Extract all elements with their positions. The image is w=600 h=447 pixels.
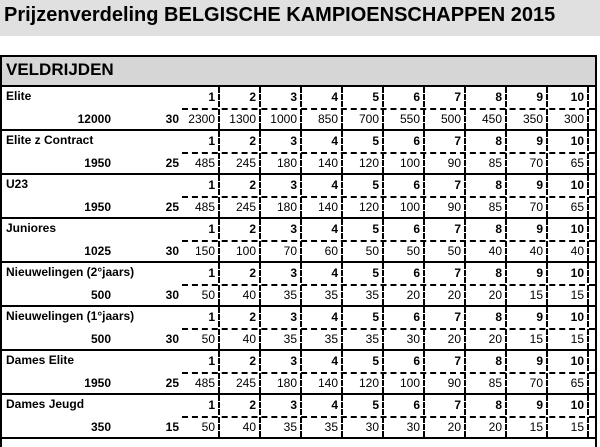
prize-cell: 700 xyxy=(346,109,384,129)
prize-cell: 70 xyxy=(510,373,548,393)
prize-cell: 70 xyxy=(510,153,548,173)
rank-cell: 9 xyxy=(510,175,548,195)
prize-cell: 180 xyxy=(264,373,302,393)
rank-cell: 6 xyxy=(387,87,425,107)
prize-cell: 15 xyxy=(510,285,548,305)
prize-cell: 180 xyxy=(264,197,302,217)
category-count: 25 xyxy=(165,156,179,170)
prize-cell: 90 xyxy=(428,373,466,393)
prize-cell: 35 xyxy=(305,417,343,437)
rank-cell: 8 xyxy=(469,87,507,107)
category-block xyxy=(2,87,595,131)
prize-cell: 140 xyxy=(305,373,343,393)
prize-cell: 35 xyxy=(346,329,384,349)
rank-cell: 4 xyxy=(305,131,343,151)
rank-cell: 8 xyxy=(469,131,507,151)
category-block xyxy=(2,131,595,175)
prize-cell: 20 xyxy=(469,417,507,437)
prize-cell: 85 xyxy=(469,153,507,173)
prize-cell: 2300 xyxy=(182,109,220,129)
page-title: Prijzenverdeling BELGISCHE KAMPIOENSCHAPPEN 2015 xyxy=(4,4,556,26)
prize-cell: 20 xyxy=(428,329,466,349)
rank-cell: 1 xyxy=(182,131,220,151)
rank-cell: 7 xyxy=(428,263,466,283)
prize-cell: 90 xyxy=(428,197,466,217)
category-name: Dames Jeugd xyxy=(6,397,85,411)
category-count: 30 xyxy=(165,112,179,126)
rank-cell: 2 xyxy=(223,263,261,283)
prize-cell: 15 xyxy=(551,285,589,305)
prize-cell: 50 xyxy=(428,241,466,261)
category-name: Elite z Contract xyxy=(6,133,94,147)
rank-cell: 4 xyxy=(305,307,343,327)
rank-cell: 6 xyxy=(387,131,425,151)
prize-cell: 35 xyxy=(346,285,384,305)
rank-cell: 4 xyxy=(305,175,343,195)
rank-cell: 9 xyxy=(510,87,548,107)
prize-cell: 35 xyxy=(264,417,302,437)
category-block xyxy=(2,263,595,307)
rank-cell: 4 xyxy=(305,219,343,239)
category-total: 1025 xyxy=(84,244,111,258)
rank-cell: 10 xyxy=(551,395,589,415)
prize-cell: 65 xyxy=(551,373,589,393)
section-title: VELDRIJDEN xyxy=(6,60,114,79)
rank-cell: 9 xyxy=(510,307,548,327)
prize-cell: 245 xyxy=(223,373,261,393)
prize-cell: 120 xyxy=(346,373,384,393)
category-name: Juniores xyxy=(6,221,57,235)
rank-cell: 9 xyxy=(510,351,548,371)
prize-cell: 40 xyxy=(551,241,589,261)
rank-cell: 10 xyxy=(551,219,589,239)
rank-cell: 2 xyxy=(223,395,261,415)
rank-cell: 3 xyxy=(264,131,302,151)
prize-cell: 50 xyxy=(182,285,220,305)
rank-cell: 7 xyxy=(428,307,466,327)
rank-cell: 1 xyxy=(182,219,220,239)
prize-cell: 50 xyxy=(182,329,220,349)
prize-cell: 20 xyxy=(387,285,425,305)
rank-cell: 2 xyxy=(223,131,261,151)
rank-cell: 2 xyxy=(223,87,261,107)
category-block xyxy=(2,175,595,219)
rank-cell: 10 xyxy=(551,175,589,195)
prize-cell: 50 xyxy=(387,241,425,261)
rank-cell: 5 xyxy=(346,395,384,415)
prize-cell: 245 xyxy=(223,153,261,173)
rank-cell: 3 xyxy=(264,395,302,415)
prize-cell: 485 xyxy=(182,197,220,217)
rank-cell: 3 xyxy=(264,263,302,283)
rank-cell: 6 xyxy=(387,307,425,327)
category-name: Nieuwelingen (2°jaars) xyxy=(6,265,135,279)
rank-cell: 2 xyxy=(223,219,261,239)
prize-cell: 15 xyxy=(510,417,548,437)
rank-cell: 5 xyxy=(346,351,384,371)
rank-cell: 1 xyxy=(182,263,220,283)
rank-cell: 10 xyxy=(551,307,589,327)
prize-cell: 100 xyxy=(223,241,261,261)
prize-cell: 1300 xyxy=(223,109,261,129)
prize-cell: 180 xyxy=(264,153,302,173)
rank-cell: 4 xyxy=(305,395,343,415)
category-block xyxy=(2,351,595,395)
rank-cell: 8 xyxy=(469,351,507,371)
prize-cell: 850 xyxy=(305,109,343,129)
category-name: Dames Elite xyxy=(6,353,75,367)
prize-cell: 20 xyxy=(469,285,507,305)
rank-cell: 9 xyxy=(510,395,548,415)
rank-cell: 1 xyxy=(182,87,220,107)
rank-cell: 5 xyxy=(346,219,384,239)
rank-cell: 1 xyxy=(182,307,220,327)
prize-cell: 35 xyxy=(264,285,302,305)
prize-cell: 20 xyxy=(428,285,466,305)
prize-cell: 20 xyxy=(469,329,507,349)
prize-cell: 35 xyxy=(264,329,302,349)
prize-cell: 20 xyxy=(428,417,466,437)
prize-table xyxy=(0,55,597,447)
prize-cell: 140 xyxy=(305,153,343,173)
rank-cell: 7 xyxy=(428,395,466,415)
rank-cell: 7 xyxy=(428,219,466,239)
rank-cell: 6 xyxy=(387,351,425,371)
category-count: 30 xyxy=(165,244,179,258)
prize-cell: 150 xyxy=(182,241,220,261)
category-count: 15 xyxy=(165,420,179,434)
rank-cell: 10 xyxy=(551,263,589,283)
prize-cell: 120 xyxy=(346,153,384,173)
prize-cell: 550 xyxy=(387,109,425,129)
prize-cell: 85 xyxy=(469,197,507,217)
prize-cell: 450 xyxy=(469,109,507,129)
prize-cell: 35 xyxy=(305,285,343,305)
prize-cell: 70 xyxy=(264,241,302,261)
rank-cell: 7 xyxy=(428,175,466,195)
prize-cell: 500 xyxy=(428,109,466,129)
category-name: U23 xyxy=(6,177,29,191)
rank-cell: 4 xyxy=(305,263,343,283)
category-total: 500 xyxy=(90,288,111,302)
rank-cell: 6 xyxy=(387,395,425,415)
category-total: 1950 xyxy=(84,376,111,390)
rank-cell: 5 xyxy=(346,307,384,327)
prize-cell: 90 xyxy=(428,153,466,173)
category-total: 1950 xyxy=(84,200,111,214)
rank-cell: 3 xyxy=(264,219,302,239)
prize-cell: 300 xyxy=(551,109,589,129)
rank-cell: 9 xyxy=(510,219,548,239)
rank-cell: 10 xyxy=(551,351,589,371)
prize-cell: 350 xyxy=(510,109,548,129)
prize-cell: 140 xyxy=(305,197,343,217)
prize-cell: 60 xyxy=(305,241,343,261)
category-total: 12000 xyxy=(77,112,111,126)
rank-cell: 3 xyxy=(264,307,302,327)
rank-cell: 6 xyxy=(387,263,425,283)
rank-cell: 1 xyxy=(182,395,220,415)
title-bar xyxy=(0,0,600,36)
category-count: 25 xyxy=(165,376,179,390)
prize-cell: 1000 xyxy=(264,109,302,129)
prize-cell: 100 xyxy=(387,373,425,393)
rank-cell: 2 xyxy=(223,175,261,195)
prize-cell: 40 xyxy=(223,329,261,349)
category-count: 30 xyxy=(165,288,179,302)
rank-cell: 7 xyxy=(428,87,466,107)
prize-cell: 15 xyxy=(551,417,589,437)
rank-cell: 8 xyxy=(469,395,507,415)
prize-cell: 30 xyxy=(346,417,384,437)
prize-cell: 15 xyxy=(551,329,589,349)
prize-cell: 120 xyxy=(346,197,384,217)
rank-cell: 7 xyxy=(428,131,466,151)
rank-cell: 8 xyxy=(469,219,507,239)
rank-cell: 1 xyxy=(182,351,220,371)
rank-cell: 9 xyxy=(510,263,548,283)
prize-cell: 65 xyxy=(551,197,589,217)
prize-cell: 70 xyxy=(510,197,548,217)
category-name: Elite xyxy=(6,89,32,103)
prize-cell: 50 xyxy=(346,241,384,261)
rank-cell: 8 xyxy=(469,307,507,327)
rank-cell: 4 xyxy=(305,87,343,107)
rank-cell: 2 xyxy=(223,351,261,371)
rank-cell: 5 xyxy=(346,131,384,151)
prize-cell: 65 xyxy=(551,153,589,173)
prize-cell: 30 xyxy=(387,329,425,349)
prize-cell: 50 xyxy=(182,417,220,437)
prize-cell: 40 xyxy=(223,285,261,305)
category-block xyxy=(2,395,595,439)
section-header xyxy=(2,57,595,87)
rank-cell: 5 xyxy=(346,175,384,195)
rank-cell: 5 xyxy=(346,87,384,107)
rank-cell: 2 xyxy=(223,307,261,327)
prize-cell: 30 xyxy=(387,417,425,437)
prize-cell: 35 xyxy=(305,329,343,349)
rank-cell: 10 xyxy=(551,87,589,107)
rank-cell: 10 xyxy=(551,131,589,151)
prize-cell: 100 xyxy=(387,153,425,173)
rank-cell: 7 xyxy=(428,351,466,371)
rank-cell: 5 xyxy=(346,263,384,283)
rank-cell: 4 xyxy=(305,351,343,371)
prize-cell: 15 xyxy=(510,329,548,349)
rank-cell: 6 xyxy=(387,219,425,239)
category-block xyxy=(2,219,595,263)
rank-cell: 6 xyxy=(387,175,425,195)
rank-cell: 3 xyxy=(264,175,302,195)
category-name: Nieuwelingen (1°jaars) xyxy=(6,309,135,323)
prize-cell: 100 xyxy=(387,197,425,217)
rank-cell: 8 xyxy=(469,175,507,195)
prize-cell: 245 xyxy=(223,197,261,217)
category-total: 1950 xyxy=(84,156,111,170)
prize-cell: 485 xyxy=(182,153,220,173)
prize-cell: 40 xyxy=(469,241,507,261)
category-total: 350 xyxy=(90,420,111,434)
rank-cell: 9 xyxy=(510,131,548,151)
prize-cell: 485 xyxy=(182,373,220,393)
rank-cell: 8 xyxy=(469,263,507,283)
rank-cell: 3 xyxy=(264,87,302,107)
category-count: 25 xyxy=(165,200,179,214)
rank-cell: 1 xyxy=(182,175,220,195)
rank-cell: 3 xyxy=(264,351,302,371)
prize-cell: 85 xyxy=(469,373,507,393)
category-total: 500 xyxy=(90,332,111,346)
prize-cell: 40 xyxy=(510,241,548,261)
category-block xyxy=(2,307,595,351)
category-count: 30 xyxy=(165,332,179,346)
prize-cell: 40 xyxy=(223,417,261,437)
